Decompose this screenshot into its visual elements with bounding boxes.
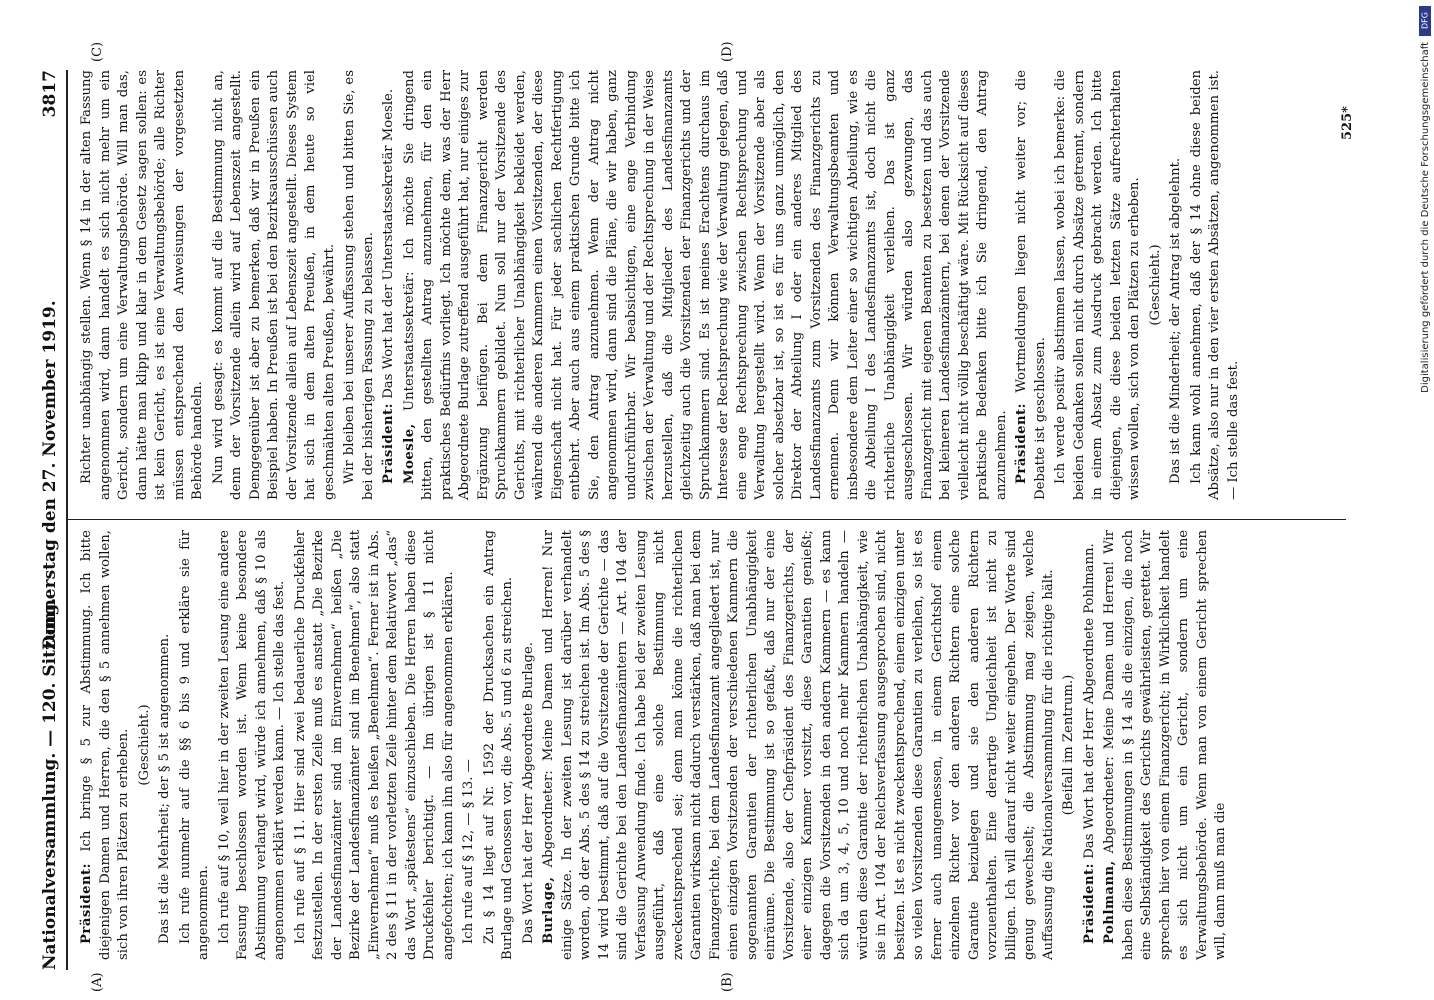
column-separator [66,519,1346,520]
margin-mark-d: (D) [720,41,735,62]
header-left: Nationalversammlung. — 120. Sitzung. [40,597,60,970]
paragraph [292,530,459,960]
signature-mark: 525* [1340,106,1355,140]
paragraph [78,530,134,960]
speaker-name: Burlage, [541,876,556,944]
speaker-name: Pohlmann, [1102,860,1117,944]
speaker-name: Präsident: [79,862,94,944]
paragraph [1081,530,1100,960]
paragraph [401,70,1012,500]
paragraph: (Beifall im Zentrum.) [1061,674,1076,816]
margin-mark-c: (C) [90,41,105,62]
paragraph-text: Zu § 14 liegt auf Nr. 1592 der Drucksachen ein Antrag Burlage und Genossen vor, die Abs. 5 und 6 zu streichen. [481,530,515,960]
paragraph [380,70,399,500]
speaker-name: Moesle, [401,423,417,484]
paragraph [216,530,290,960]
paragraph [1052,70,1145,500]
paragraph-text: Wortmeldungen liegen nicht weiter vor; die Debatte ist geschlossen. [1014,70,1048,500]
paragraph [481,530,518,960]
paragraph [177,530,214,960]
paragraph-text: Nun wird gesagt: es kommt auf die Bestimmung nicht an, denn der Vorsitzende allein wird auf Lebenszeit angestellt. Demgegenüber ist aber zu bemerken, daß wir in Preußen ein Beispiel haben. In Preußen ist bei den Bezirksausschüssen auch der Vorsitzende allein auf Lebenszeit angestellt. Dieses System hat sich in dem alten Preußen, in dem heute so viel geschmähten alten Preußen, bewährt. [210,70,337,500]
dfg-logo: DFG [1419,6,1431,36]
paragraph [1167,70,1186,500]
speaker-name: Präsident: [1081,862,1097,944]
paragraph-text: Ich kann wohl annehmen, daß der § 14 ohne diese beiden Absätze, also nur in den vier ersten Absätzen, angenommen ist. — Ich stelle das fest. [1188,70,1241,500]
text-column-right [78,70,1245,500]
paragraph [1013,70,1050,500]
paragraph [1188,70,1244,500]
paragraph-text: Das Wort hat der Unterstaatssekretär Moesle. [381,88,396,399]
paragraph-text: Wir bleiben bei unserer Auffassung stehen und bitten Sie, es bei der bisherigen Fassung zu belassen. [342,70,376,500]
paragraph-text: Das ist die Minderheit; der Antrag ist abgelehnt. [1168,157,1183,484]
digitization-credit: Digitalisierung gefördert durch die Deutsche Forschungsgemeinschaft [1420,42,1431,393]
paragraph-text: Richter unabhängig stellen. Wenn § 14 in der alten Fassung angenommen wird, dann handelt es sich nicht mehr um ein Gericht, sondern um eine Verwaltungsbehörde. Will man das, dann hätte man klipp und klar in dem Gesetz sagen sollen: es ist kein Gericht, es ist eine Verwaltungsbehörde; alle Richter müssen entsprechend den Anweisungen der vorgesetzten Behörde handeln. [79,70,205,500]
paragraph-text: Ich bringe § 5 zur Abstimmung. Ich bitte diejenigen Damen und Herren, die den § 5 annehmen wollen, sich von ihren Plätzen zu erheben. [79,530,131,960]
paragraph: (Geschieht.) [136,704,152,786]
paragraph [341,70,378,500]
header-rule [66,70,68,970]
paragraph-text: Ich rufe auf § 10, weil hier in der zweiten Lesung eine andere Fassung beschlossen worden ist. Wenn keine besondere Abstimmung verlangt wird, würde ich annehmen, daß § 10 als angenommen erklärt werden kann. — Ich stelle das fest. [216,530,287,960]
text-column-left [78,530,1233,960]
paragraph-text: Ich rufe auf § 12, — § 13. — [461,759,476,944]
paragraph-text: Das Wort hat der Herr Abgeordnete Burlage. [520,642,536,944]
paragraph-text: Unterstaatssekretär: Ich möchte Sie dringend bitten, den gestellten Antrag anzunehmen, für den ein praktisches Bedürfnis vorliegt. Ich möchte dem, was der Herr Abgeordnete Burlage zutreffend ausgeführt hat, nur einiges zur Ergänzung beifügen. Bei dem Finanzgericht werden Spruchkammern gebildet. Nun soll nur der Vorsitzende des Gerichts, mit richterlicher Unabhängigkeit bekleidet werden, während die anderen Kammern einen Vorsitzenden, der diese Eigenschaft nicht hat. Für jeder sachlichen Rechtfertigung entbehrt. Aber auch aus einem praktischen Grunde bitte ich Sie, den Antrag anzunehmen. Wenn der Antrag nicht angenommen wird, dann sind die Pläne, die wir haben, ganz undurchführbar. Wir beabsichtigen, eine enge Verbindung zwischen der Verwaltung und der Rechtsprechung in der Weise herzustellen, daß die Mitglieder des Landesfinanzamts gleichzeitig auch die Vorsitzenden der Finanzgerichts und der Spruchkammern sind. Es ist meines Erachtens durchaus im Interesse der Rechtsprechung wie der Verwaltung gelegen, daß eine enge Rechtsprechung zwischen Rechtsprechung und Verwaltung hergestellt wird. Wenn der Vorsitzende aber als solcher absetzbar ist, so ist es für uns ganz unmöglich, den Direktor der Abteilung I oder ein anderes Mitglied des Landesfinanzamts zum Vorsitzenden des Finanzgerichts zu ernennen. Denn wir können Verwaltungsbeamten und insbesondere dem Leiter einer so wichtigen Abteilung, wie es die Abteilung I des Landesfinanzamts ist, doch nicht die richterliche Unabhängigkeit verleihen. Das ist ganz ausgeschlossen. Wir würden also gezwungen, das Finanzgericht mit eigenen Beamten zu besetzen und das auch bei kleineren Landesfinanzämtern, bei denen der Vorsitzende vielleicht nicht völlig beschäftigt wäre. Mit Rücksicht auf dieses praktische Bedenken bitte ich Sie dringend, den Antrag anzunehmen. [401,70,1009,500]
speaker-name: Präsident: [1014,402,1029,484]
paragraph [520,530,539,960]
paragraph [1101,530,1231,960]
paragraph [156,530,175,960]
margin-mark-a: (A) [90,972,105,992]
page-number: 3817 [40,70,60,118]
paragraph: (Geschieht.) [1147,244,1163,326]
header-date: Donnerstag den 27. November 1919. [40,300,60,650]
paragraph-text: Das Wort hat der Herr Abgeordnete Pohlmann. [1081,543,1097,859]
paragraph [78,70,208,500]
paragraph-text: Ich rufe nunmehr auf die §§ 6 bis 9 und erkläre sie für angenommen. [177,530,211,960]
margin-mark-b: (B) [720,972,735,992]
running-header [40,70,80,970]
paragraph-text: Das ist die Mehrheit; der § 5 ist angenommen. [157,633,172,944]
paragraph [460,530,479,960]
paragraph-text: Ich rufe auf § 11. Hier sind zwei bedauerliche Druckfehler festzustellen. In der ersten Zeile muß es anstatt „Die Bezirke der Landesfinanzämter sind im Einvernehmen“ heißen „Die Bezirke der Landesfinanzämter sind im Benehmen“, also statt „Einvernehmen“ muß es heißen „Benehmen“. Ferner ist in Abs. 2 des § 11 in der vorletzten Zeile hinter dem Relativwort „das“ das Wort „spätestens“ einzuschieben. Die Herren haben diese Druckfehler berichtigt. — Im übrigen ist § 11 nicht angefochten; ich kann ihn also für angenommen erklären. [292,530,456,960]
paragraph-text: Abgeordneter: Meine Damen und Herren! Nur einige Sätze. In der zweiten Lesung ist darüber verhandelt worden, ob der Abs. 5 des § 14 zu streichen ist. Im Abs. 5 des § 14 wird bestimmt, daß auf die Vorsitzende der Gerichte — das sind die Gerichte bei den Landesfinanzämtern — Art. 104 der Verfassung Anwendung finde. Ich habe bei der zweiten Lesung ausgeführt, daß eine solche Bestimmung nicht zweckentsprechend sei; denn man könne die richterlichen Garantien wirksam nicht dadurch verstärken, daß man bei dem Finanzgerichte, bei dem Landesfinanzamt angegliedert ist, nur einen einzigen Vorsitzenden der verschiedenen Kammern die sogenannten Garantien der richterlichen Unabhängigkeit einräume. Die Bestimmung ist so gefaßt, daß nur der eine Vorsitzende, also der Chefpräsident des Finanzgerichts, der einer einzigen Kammer vorsitzt, diese Garantien genießt; dagegen die Vorsitzenden in den andern Kammern — es kann sich da um 3, 4, 5, 10 und noch mehr Kammern handeln — würden diese Garantie der richterlichen Unabhängigkeit, wie sie in Art. 104 der Reichsverfassung ausgesprochen sind, nicht besitzen. Ist es nicht zweckentsprechend, einem einzigen unter so vielen Vorsitzenden diese Garantien zu verleihen, so ist es ferner auch unangemessen, in einem Gerichtshof einem einzelnen Richter vor den anderen Richtern eine solche Garantie beizulegen und sie den anderen Richtern vorzuenthalten. Eine derartige Ungleichheit ist nicht zu billigen. Ich will darauf nicht weiter eingehen. Der Worte sind genug gewechselt; die Abstimmung mag zeigen, welche Auffassung die Nationalversammlung für die richtige hält. [541,530,1056,960]
speaker-name: Präsident: [381,402,396,484]
paragraph [540,530,1058,960]
paragraph [210,70,340,500]
paragraph-text: Abgeordneter: Meine Damen und Herren! Wir haben diese Bestimmungen in § 14 als die einzigen, die noch eine Selbständigkeit des Gerichts gewährleisten, gerettet. Wir sprechen hier von einem Finanzgericht; in Wirklichkeit handelt es sich nicht um ein Gericht, sondern um eine Verwaltungsbehörde. Wenn man von einem Gericht sprechen will, dann muß man die [1102,530,1228,960]
paragraph-text: Ich werde positiv abstimmen lassen, wobei ich bemerke: die beiden Gedanken sollen nicht durch Absätze getrennt, sondern in einem Absatz zum Ausdruck gebracht werden. Ich bitte diejenigen, die diese beiden letzten Sätze aufrechterhalten wissen wollen, sich von den Plätzen zu erheben. [1053,70,1142,500]
